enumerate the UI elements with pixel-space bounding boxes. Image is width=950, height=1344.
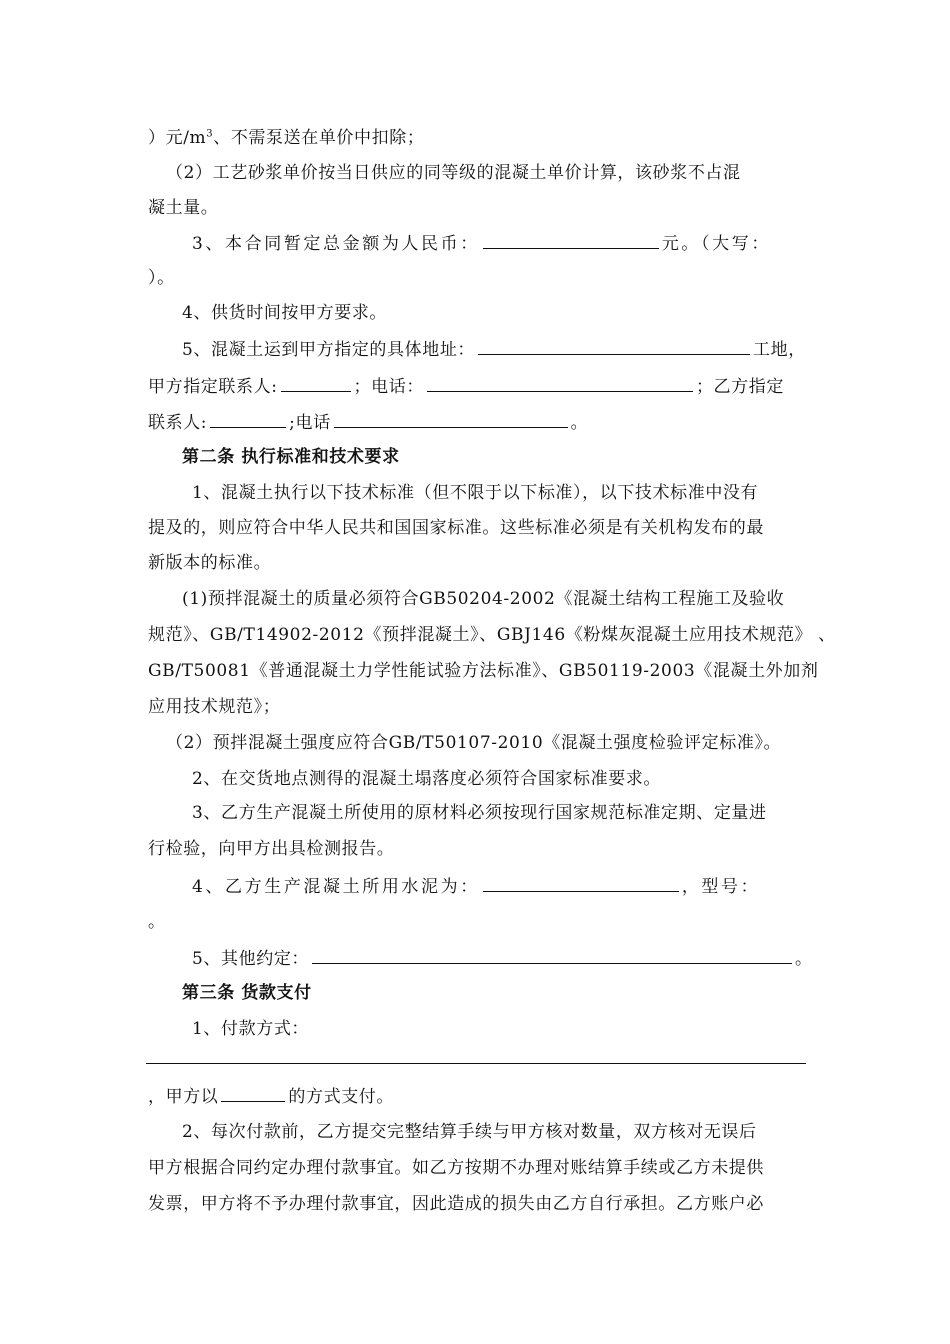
payment-manner-blank[interactable] xyxy=(221,1084,285,1102)
standards-intro-line: 1、混凝土执行以下技术标准（但不限于以下标准），以下技术标准中没有 xyxy=(192,483,759,503)
payment-method-blank-line[interactable] xyxy=(146,1063,806,1064)
slump-line: 2、在交货地点测得的混凝土塌落度必须符合国家标准要求。 xyxy=(192,769,662,789)
cement-line xyxy=(192,874,760,899)
text: 工地， xyxy=(753,340,806,360)
unit-price-line xyxy=(148,126,424,150)
text: 。 xyxy=(795,949,813,969)
text: 元。（大写： xyxy=(661,234,771,254)
other-terms-line xyxy=(192,946,813,971)
quality-standard-line-3: GB/T50081《普通混凝土力学性能试验方法标准》、GB50119-2003《混凝土外加剂 xyxy=(148,661,819,681)
text: 5、混凝土运到甲方指定的具体地址： xyxy=(182,340,476,360)
quality-standard-line-4: 应用技术规范》； xyxy=(148,697,281,717)
party-b-phone-blank[interactable] xyxy=(334,410,568,428)
other-terms-blank[interactable] xyxy=(312,946,792,964)
total-amount-line xyxy=(192,231,771,256)
address-blank[interactable] xyxy=(478,337,750,355)
mortar-price-line: （2）工艺砂浆单价按当日供应的同等级的混凝土单价计算，该砂浆不占混 xyxy=(166,163,741,183)
quality-standard-line: (1)预拌混凝土的质量必须符合GB50204-2002《混凝土结构工程施工及验收 xyxy=(182,589,785,609)
delivery-address-line xyxy=(182,337,806,362)
cement-line-cont: 。 xyxy=(148,912,166,932)
contact-line-cont xyxy=(148,410,588,435)
payment-procedure-line: 2、每次付款前，乙方提交完整结算手续与甲方核对数量，双方核对无误后 xyxy=(182,1122,757,1142)
strength-standard-line: （2）预拌混凝土强度应符合GB/T50107-2010《混凝土强度检验评定标准》。 xyxy=(166,733,782,753)
materials-line-cont: 行检验，向甲方出具检测报告。 xyxy=(148,839,395,859)
text: ）元/m xyxy=(148,128,207,148)
party-a-phone-blank[interactable] xyxy=(427,374,693,392)
text: 5、其他约定： xyxy=(192,949,310,969)
section-two-heading: 第二条 执行标准和技术要求 xyxy=(182,447,400,467)
text: 4、乙方生产混凝土所用水泥为： xyxy=(192,877,480,897)
delivery-time-line: 4、供货时间按甲方要求。 xyxy=(182,303,388,323)
mortar-price-line-cont: 凝土量。 xyxy=(148,198,219,218)
text: 的方式支付。 xyxy=(288,1087,395,1107)
cement-blank[interactable] xyxy=(483,874,679,892)
amount-blank[interactable] xyxy=(483,231,659,249)
payment-manner-line xyxy=(148,1084,394,1109)
party-a-contact-blank[interactable] xyxy=(281,374,351,392)
payment-procedure-line-2: 甲方根据合同约定办理付款事宜。如乙方按期不办理对账结算手续或乙方未提供 xyxy=(148,1158,764,1178)
payment-procedure-line-3: 发票，甲方将不予办理付款事宜，因此造成的损失由乙方自行承担。乙方账户必 xyxy=(148,1194,764,1214)
text: 联系人: xyxy=(148,413,208,433)
text: ；电话： xyxy=(353,377,424,397)
text: ；乙方指定 xyxy=(695,377,784,397)
quality-standard-line-2: 规范》、GB/T14902-2012《预拌混凝土》、GBJ146《粉煤灰混凝土应用技术规范》 、 xyxy=(148,625,836,645)
text: ;电话 xyxy=(289,413,331,433)
text: 。 xyxy=(570,413,589,433)
text: 、不需泵送在单价中扣除； xyxy=(213,128,425,148)
superscript: 3 xyxy=(206,128,214,140)
party-b-contact-blank[interactable] xyxy=(210,410,286,428)
payment-method-line: 1、付款方式： xyxy=(192,1019,310,1039)
text: 3、本合同暂定总金额为人民币： xyxy=(192,234,480,254)
text: 甲方指定联系人: xyxy=(148,377,278,397)
contact-line xyxy=(148,374,784,399)
standards-intro-line-3: 新版本的标准。 xyxy=(148,553,272,573)
section-three-heading: 第三条 货款支付 xyxy=(182,983,312,1003)
text: ，甲方以 xyxy=(148,1087,219,1107)
standards-intro-line-2: 提及的，则应符合中华人民共和国国家标准。这些标准必须是有关机构发布的最 xyxy=(148,518,764,538)
text: ，型号： xyxy=(681,877,761,897)
materials-line: 3、乙方生产混凝土所使用的原材料必须按现行国家规范标准定期、定量进 xyxy=(192,803,767,823)
total-amount-line-cont: ）。 xyxy=(148,268,175,288)
